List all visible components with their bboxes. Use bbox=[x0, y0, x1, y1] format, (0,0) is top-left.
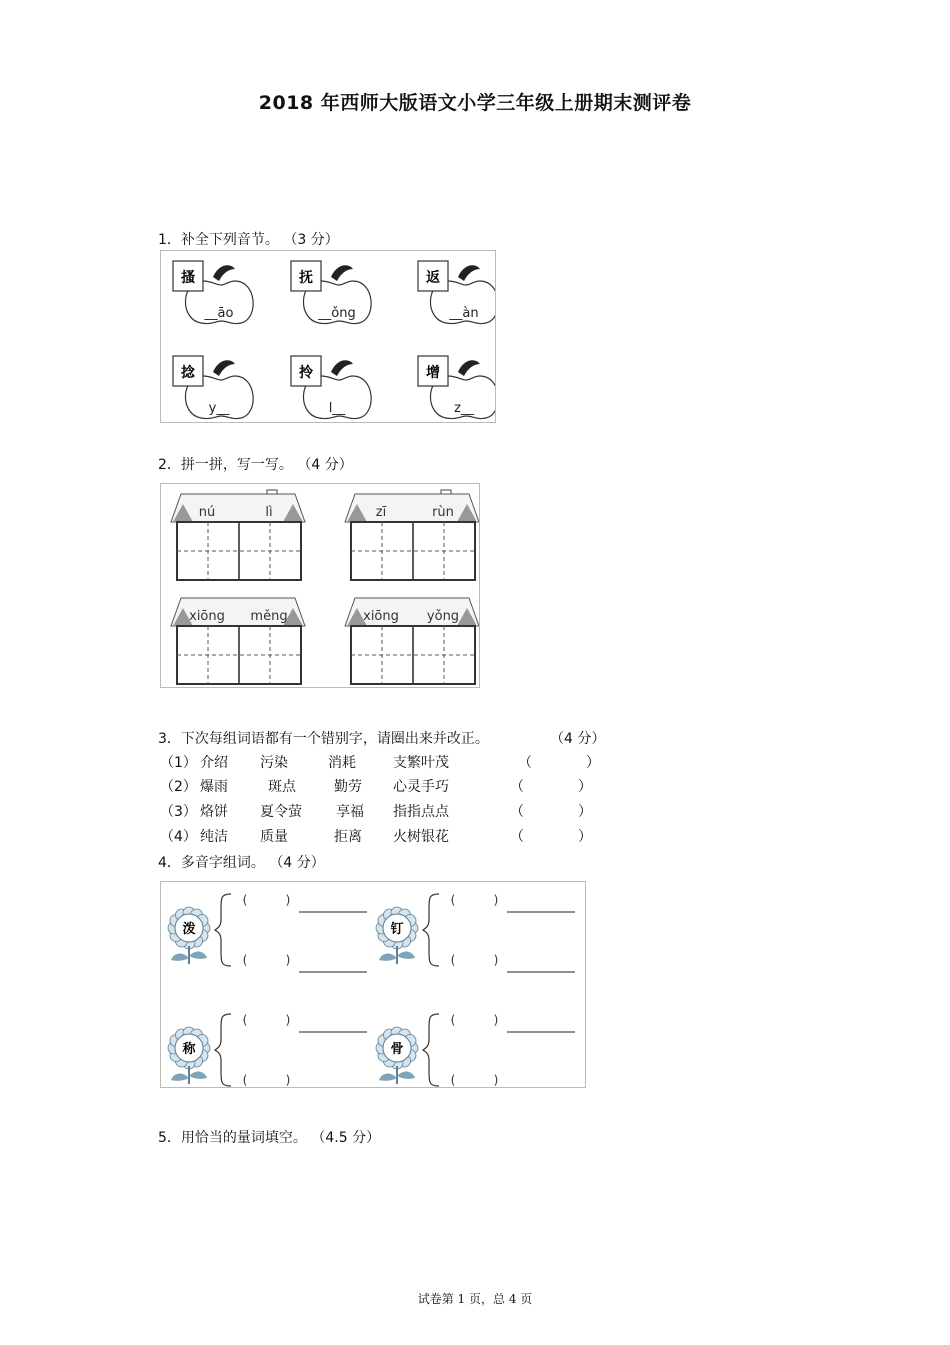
apple-card bbox=[173, 356, 253, 419]
apple-leaf-icon bbox=[213, 360, 235, 376]
paren-close: ) bbox=[493, 1073, 499, 1087]
apple-char: 捻 bbox=[181, 365, 195, 381]
q2-figure bbox=[160, 483, 480, 688]
paren-open: ( bbox=[242, 1013, 248, 1027]
q3-word: 心灵手巧 bbox=[393, 779, 449, 795]
brace bbox=[215, 894, 231, 966]
q1-heading: 1．补全下列音节。 （3 分） bbox=[158, 232, 339, 248]
apple-leaf-icon bbox=[331, 265, 353, 281]
answer-paren-open: （ bbox=[510, 779, 524, 795]
q3-word: 污染 bbox=[260, 755, 288, 771]
paren-open: ( bbox=[450, 893, 456, 907]
paren-close: ) bbox=[285, 1073, 291, 1087]
q3-word: 夏令萤 bbox=[260, 804, 302, 820]
pinyin-right: yǒng bbox=[426, 609, 460, 624]
q1-figure bbox=[160, 250, 496, 423]
q4-figure bbox=[160, 881, 586, 1088]
q3-word: 消耗 bbox=[328, 755, 356, 771]
apple-card bbox=[173, 261, 253, 324]
pinyin-house bbox=[171, 598, 305, 684]
answer-paren-open: （ bbox=[510, 804, 524, 820]
leaf-icon bbox=[171, 1074, 189, 1081]
paren-open: ( bbox=[242, 1073, 248, 1087]
pinyin-right: lì bbox=[265, 505, 273, 520]
apple-card bbox=[418, 261, 495, 324]
q3-word: 拒离 bbox=[334, 829, 362, 845]
house-roof bbox=[345, 494, 479, 522]
pinyin-left: nú bbox=[198, 505, 216, 520]
leaf-icon bbox=[397, 1072, 415, 1079]
leaf-icon bbox=[379, 1074, 397, 1081]
q2-heading: 2．拼一拼，写一写。 （4 分） bbox=[158, 457, 353, 473]
page-footer: 试卷第 1 页，总 4 页 bbox=[417, 1292, 533, 1306]
q3-word: 斑点 bbox=[268, 779, 296, 795]
q4-flowers bbox=[161, 882, 585, 1087]
answer-paren-close: ） bbox=[578, 779, 592, 795]
q3-row-number: （2） bbox=[160, 779, 197, 795]
page-title: 2018 年西师大版语文小学三年级上册期末测评卷 bbox=[258, 92, 692, 114]
answer-paren-open: （ bbox=[510, 829, 524, 845]
paren-close: ) bbox=[493, 953, 499, 967]
pinyin-right: rùn bbox=[432, 505, 454, 520]
leaf-icon bbox=[379, 954, 397, 961]
apple-leaf-icon bbox=[213, 265, 235, 281]
paren-open: ( bbox=[450, 953, 456, 967]
apple-card bbox=[291, 356, 371, 419]
apple-char: 增 bbox=[426, 365, 440, 381]
pinyin-left: xiōng bbox=[189, 609, 225, 624]
apple-syllable: __āo bbox=[204, 306, 234, 321]
q3-row-number: （3） bbox=[160, 804, 197, 820]
house-roof bbox=[171, 494, 305, 522]
q4-heading: 4．多音字组词。 （4 分） bbox=[158, 855, 325, 871]
apple-char: 抚 bbox=[299, 270, 313, 286]
leaf-icon bbox=[171, 954, 189, 961]
q2-houses bbox=[161, 484, 479, 687]
q3-word: 纯洁 bbox=[200, 829, 228, 845]
apple-leaf-icon bbox=[458, 265, 480, 281]
q1-apples bbox=[161, 251, 495, 422]
apple-card bbox=[418, 356, 495, 419]
paren-open: ( bbox=[242, 893, 248, 907]
q3-word: 指指点点 bbox=[393, 804, 449, 820]
q3-heading: 3．下次每组词语都有一个错别字，请圈出来并改正。 bbox=[158, 731, 489, 747]
flower-char: 钉 bbox=[390, 922, 404, 937]
q3-word: 勤劳 bbox=[334, 779, 362, 795]
brace bbox=[423, 894, 439, 966]
apple-syllable: y__ bbox=[208, 401, 230, 416]
q3-row-number: （4） bbox=[160, 829, 197, 845]
q3-word: 支繁叶茂 bbox=[393, 755, 449, 771]
paren-close: ) bbox=[285, 893, 291, 907]
apple-leaf-icon bbox=[331, 360, 353, 376]
pinyin-right: měng bbox=[250, 609, 288, 624]
paren-close: ) bbox=[493, 893, 499, 907]
apple-syllable: __ǒng bbox=[318, 306, 356, 321]
pinyin-house bbox=[345, 490, 479, 580]
pinyin-left: zī bbox=[375, 505, 387, 520]
answer-paren-close: ） bbox=[578, 829, 592, 845]
leaf-icon bbox=[189, 952, 207, 959]
q5-heading: 5．用恰当的量词填空。 （4.5 分） bbox=[158, 1130, 381, 1146]
paren-open: ( bbox=[450, 1073, 456, 1087]
leaf-icon bbox=[397, 952, 415, 959]
q3-row-number: （1） bbox=[160, 755, 197, 771]
paren-close: ) bbox=[285, 1013, 291, 1027]
apple-char: 拎 bbox=[299, 365, 313, 381]
flower-char: 泼 bbox=[182, 922, 196, 937]
brace bbox=[423, 1014, 439, 1086]
paren-open: ( bbox=[450, 1013, 456, 1027]
pinyin-house bbox=[345, 598, 479, 684]
polyphone-flower bbox=[376, 1013, 575, 1087]
pinyin-left: xiōng bbox=[363, 609, 399, 624]
apple-char: 返 bbox=[426, 270, 440, 286]
paren-open: ( bbox=[242, 953, 248, 967]
q3-word: 享福 bbox=[336, 804, 364, 820]
answer-paren-close: ） bbox=[586, 755, 600, 771]
paren-close: ) bbox=[493, 1013, 499, 1027]
q3-word: 介绍 bbox=[200, 755, 228, 771]
apple-leaf-icon bbox=[458, 360, 480, 376]
q3-word: 火树银花 bbox=[393, 829, 449, 845]
apple-syllable: __àn bbox=[449, 306, 479, 321]
apple-card bbox=[291, 261, 371, 324]
apple-syllable: l__ bbox=[328, 401, 346, 416]
q3-score: （4 分） bbox=[550, 731, 606, 747]
brace bbox=[215, 1014, 231, 1086]
q3-word: 爆雨 bbox=[200, 779, 228, 795]
q3-word: 烙饼 bbox=[200, 804, 228, 820]
apple-syllable: z__ bbox=[454, 401, 474, 416]
pinyin-house bbox=[171, 490, 305, 580]
leaf-icon bbox=[189, 1072, 207, 1079]
q3-word: 质量 bbox=[260, 829, 288, 845]
polyphone-flower bbox=[168, 893, 367, 972]
polyphone-flower bbox=[168, 1013, 367, 1087]
answer-paren-open: （ bbox=[518, 755, 532, 771]
polyphone-flower bbox=[376, 893, 575, 972]
apple-char: 搔 bbox=[181, 270, 195, 286]
flower-char: 骨 bbox=[390, 1042, 404, 1057]
answer-paren-close: ） bbox=[578, 804, 592, 820]
paren-close: ) bbox=[285, 953, 291, 967]
flower-char: 称 bbox=[182, 1042, 196, 1057]
